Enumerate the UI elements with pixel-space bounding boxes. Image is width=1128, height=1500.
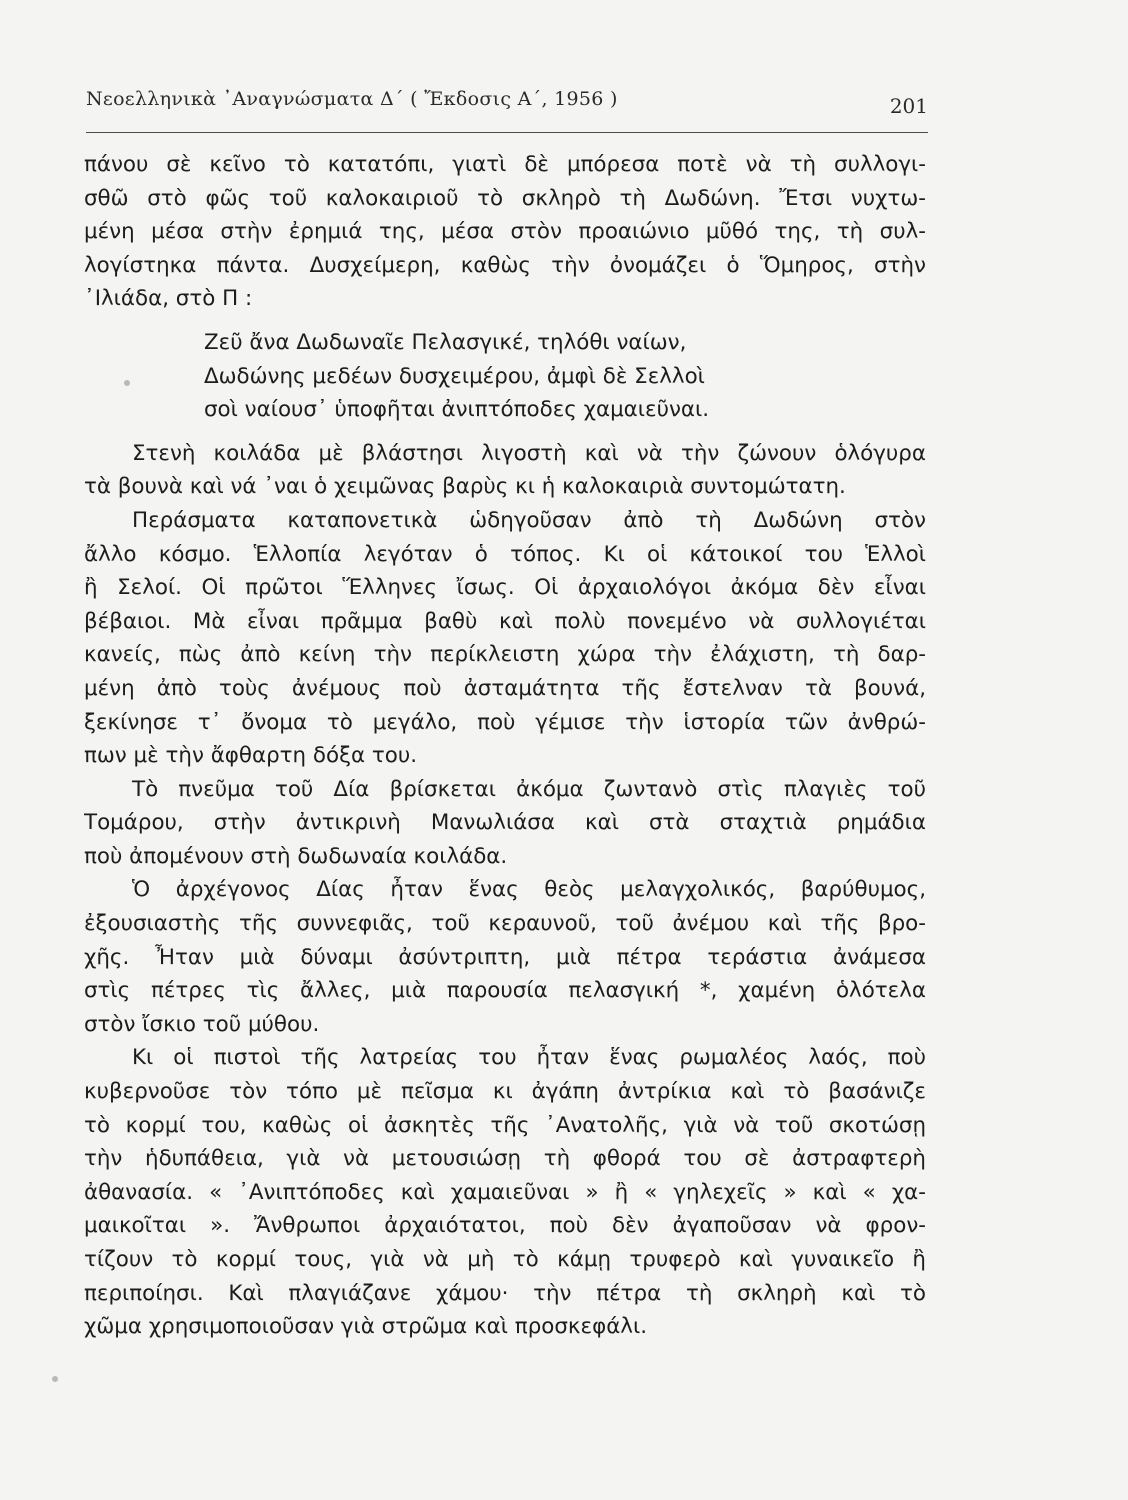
text-line: χῆς. Ἦταν μιὰ δύναμι ἀσύντριπτη, μιὰ πέτρα τεράστια ἀνάμεσα [84, 944, 926, 970]
verse-line: Δωδώνης μεδέων δυσχειμέρου, ἀμφὶ δὲ Σελλοὶ [204, 363, 705, 389]
text-line: ᾿Ιλιάδα, στὸ Π : [84, 286, 253, 312]
text-line: ξεκίνησε τ᾿ ὄνομα τὸ μεγάλο, ποὺ γέμισε τὴν ἱστορία τῶν ἀνθρώ- [84, 709, 926, 735]
text-line: σθῶ στὸ φῶς τοῦ καλοκαιριοῦ τὸ σκληρὸ τὴ Δωδώνη. Ἔτσι νυχτω- [84, 185, 926, 211]
text-line: μένη μέσα στὴν ἐρημιά της, μέσα στὸν προαιώνιο μῦθό της, τὴ συλ- [84, 219, 926, 245]
paragraph [84, 148, 926, 316]
text-line: μαικοῖται ». Ἄνθρωποι ἀρχαιότατοι, ποὺ δὲν ἀγαποῦσαν νὰ φρον- [84, 1213, 926, 1239]
text-line: τὸ κορμί του, καθὼς οἱ ἀσκητὲς τῆς ᾿Ανατολῆς, γιὰ νὰ τοῦ σκοτώσῃ [84, 1112, 926, 1138]
text-line: στὸν ἴσκιο τοῦ μύθου. [84, 1011, 320, 1037]
body-text [84, 148, 926, 1344]
verse-quotation [84, 326, 926, 427]
text-line: Τὸ πνεῦμα τοῦ Δία βρίσκεται ἀκόμα ζωντανὸ στὶς πλαγιὲς τοῦ [132, 776, 926, 802]
verse-line: σοὶ ναίουσ᾿ ὑποφῆται ἀνιπτόποδες χαμαιεῦναι. [204, 397, 710, 423]
text-line: ποὺ ἀπομένουν στὴ δωδωναία κοιλάδα. [84, 843, 508, 869]
scan-speck [124, 380, 130, 386]
running-title: Νεοελληνικὰ ᾿Αναγνώσματα Δ΄ ( Ἔκδοσις Α΄, 1956 ) [86, 88, 618, 110]
text-line: τὴν ἡδυπάθεια, γιὰ νὰ μετουσιώσῃ τὴ φθορά του σὲ ἀστραφτερὴ [84, 1146, 926, 1172]
text-line: ἀθανασία. « ᾿Ανιπτόποδες καὶ χαμαιεῦναι » ἢ « γηλεχεῖς » καὶ « χα- [84, 1179, 926, 1205]
text-line: τὰ βουνὰ καὶ νά ᾿ναι ὁ χειμῶνας βαρὺς κι ἡ καλοκαιριὰ συντομώτατη. [84, 474, 846, 500]
text-line: Περάσματα καταπονετικὰ ὡδηγοῦσαν ἀπὸ τὴ Δωδώνη στὸν [132, 507, 926, 533]
text-line: μένη ἀπὸ τοὺς ἀνέμους ποὺ ἀσταμάτητα τῆς ἔστελναν τὰ βουνά, [84, 675, 926, 701]
paragraph [84, 437, 926, 504]
following-paragraphs [84, 437, 926, 1344]
text-line: ἐξουσιαστὴς τῆς συννεφιᾶς, τοῦ κεραυνοῦ, τοῦ ἀνέμου καὶ τῆς βρο- [84, 911, 926, 937]
paragraph [84, 873, 926, 1041]
running-header [86, 84, 928, 133]
verse-line: Ζεῦ ἄνα Δωδωναῖε Πελασγικέ, τηλόθι ναίων, [204, 329, 687, 355]
text-line: ἢ Σελοί. Οἱ πρῶτοι Ἕλληνες ἴσως. Οἱ ἀρχαιολόγοι ἀκόμα δὲν εἶναι [84, 575, 926, 601]
text-line: βέβαιοι. Μὰ εἶναι πρᾶμμα βαθὺ καὶ πολὺ πονεμένο νὰ συλλογιέται [84, 608, 926, 634]
opening-paragraph [84, 148, 926, 316]
paragraph [84, 504, 926, 773]
text-line: στὶς πέτρες τὶς ἄλλες, μιὰ παρουσία πελασγική *, χαμένη ὁλότελα [84, 978, 926, 1004]
text-line: πάνου σὲ κεῖνο τὸ κατατόπι, γιατὶ δὲ μπόρεσα ποτὲ νὰ τὴ συλλογι- [84, 152, 926, 177]
paragraph [84, 773, 926, 874]
text-line: τίζουν τὸ κορμί τους, γιὰ νὰ μὴ τὸ κάμῃ τρυφερὸ καὶ γυναικεῖο ἢ [84, 1247, 926, 1272]
scan-speck [52, 1376, 58, 1382]
text-line: πων μὲ τὴν ἄφθαρτη δόξα του. [84, 743, 418, 769]
text-line: Κι οἱ πιστοὶ τῆς λατρείας του ἦταν ἕνας ρωμαλέος λαός, ποὺ [132, 1045, 926, 1071]
text-line: ἄλλο κόσμο. Ἑλλοπία λεγόταν ὁ τόπος. Κι οἱ κάτοικοί του Ἑλλοὶ [84, 541, 926, 567]
text-line: Ὁ ἀρχέγονος Δίας ἦταν ἕνας θεὸς μελαγχολικός, βαρύθυμος, [132, 877, 926, 903]
text-line: κανείς, πὼς ἀπὸ κείνη τὴν περίκλειστη χώρα τὴν ἐλάχιστη, τὴ δαρ- [84, 642, 926, 668]
paragraph [84, 1041, 926, 1343]
text-line: Στενὴ κοιλάδα μὲ βλάστησι λιγοστὴ καὶ νὰ τὴν ζώνουν ὁλόγυρα [132, 440, 926, 466]
page-number: 201 [889, 94, 928, 118]
text-line: λογίστηκα πάντα. Δυσχείμερη, καθὼς τὴν ὀνομάζει ὁ Ὅμηρος, στὴν [84, 252, 926, 278]
text-line: κυβερνοῦσε τὸν τόπο μὲ πεῖσμα κι ἀγάπη ἀντρίκια καὶ τὸ βασάνιζε [84, 1079, 926, 1105]
text-line: περιποίησι. Καὶ πλαγιάζανε χάμου· τὴν πέτρα τὴ σκληρὴ καὶ τὸ [84, 1280, 926, 1306]
text-line: χῶμα χρησιμοποιοῦσαν γιὰ στρῶμα καὶ προσκεφάλι. [84, 1314, 647, 1340]
text-line: Τομάρου, στὴν ἀντικρινὴ Μανωλιάσα καὶ στὰ σταχτιὰ ρημάδια [84, 810, 926, 836]
